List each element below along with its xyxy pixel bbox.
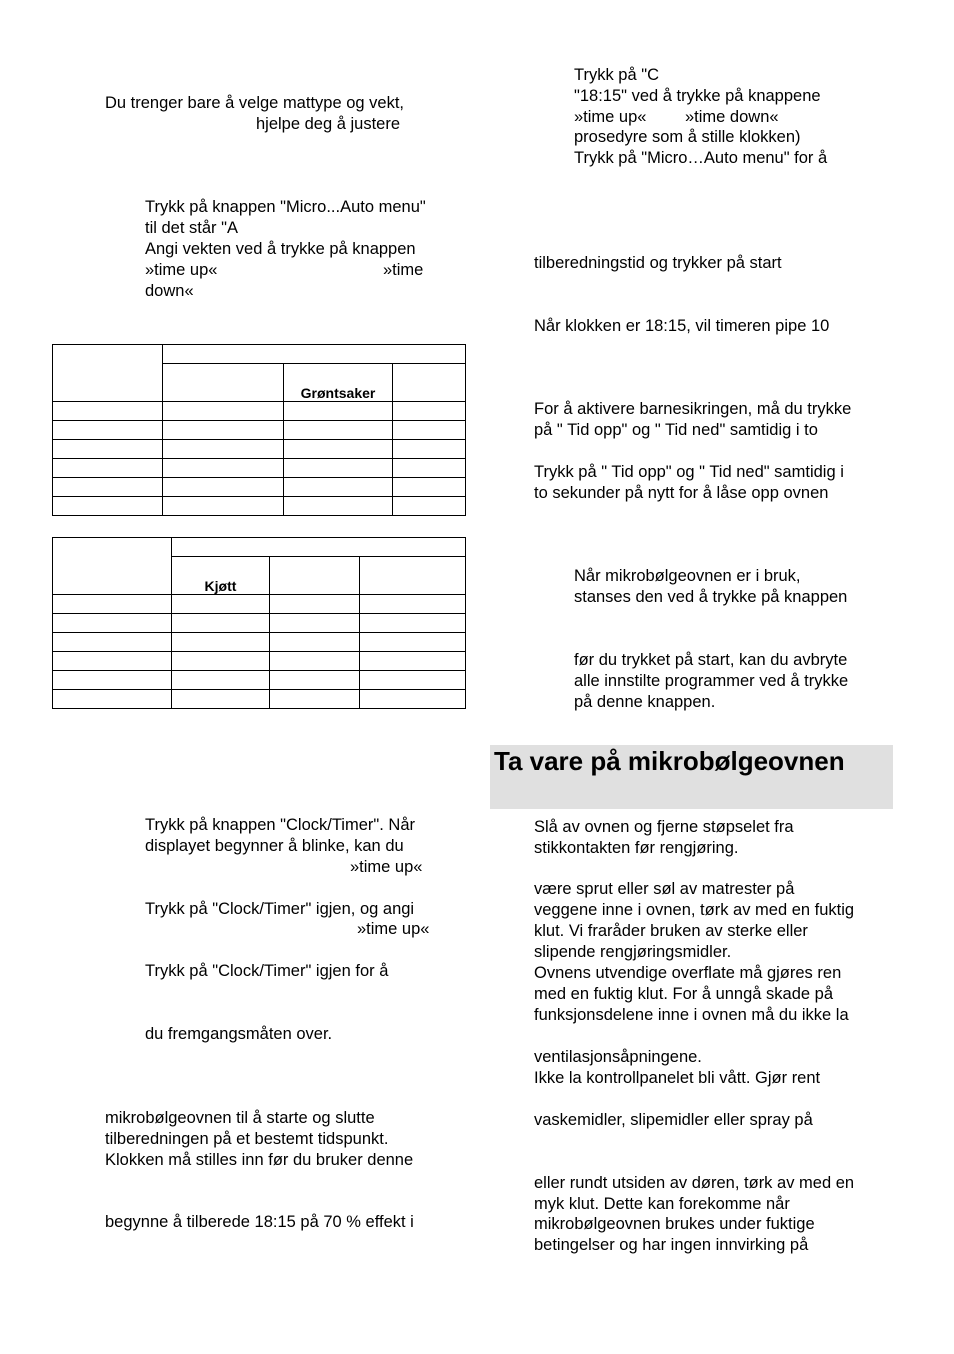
intro-line-1: Du trenger bare å velge mattype og vekt, — [105, 94, 404, 112]
child-lock-line: på " Tid opp" og " Tid ned" samtidig i to — [534, 421, 818, 439]
auto-step-line: down« — [145, 282, 194, 300]
care-line: klut. Vi fraråder bruken av sterke eller — [534, 922, 808, 940]
stop-line: Når mikrobølgeovnen er i bruk, — [574, 567, 801, 585]
care-line: eller rundt utsiden av døren, tørk av med en — [534, 1174, 855, 1192]
child-lock-line: to sekunder på nytt for å låse opp ovnen — [534, 484, 829, 502]
preset-step-line: Trykk på "Micro…Auto menu" for å — [574, 149, 828, 167]
clock-step-line: Trykk på "Clock/Timer" igjen for å — [145, 962, 389, 980]
care-line: slipende rengjøringsmidler. — [534, 943, 732, 961]
stop-line: før du trykket på start, kan du avbryte — [574, 651, 848, 669]
care-line: vaskemidler, slipemidler eller spray på — [534, 1111, 813, 1129]
child-lock-line: For å aktivere barnesikringen, må du trykke — [534, 400, 852, 418]
preset-line: tilberedningen på et bestemt tidspunkt. — [105, 1130, 389, 1148]
table-header-cell: Kjøtt — [172, 557, 270, 595]
care-line: funksjonsdelene inne i ovnen må du ikke la — [534, 1006, 849, 1024]
preset-step-line: Trykk på "C — [574, 66, 660, 84]
preset-line: mikrobølgeovnen til å starte og slutte — [105, 1109, 375, 1127]
auto-step-line: til det står "A — [145, 219, 238, 237]
clock-step-line: Trykk på "Clock/Timer" igjen, og angi — [145, 900, 415, 918]
vegetable-table — [52, 344, 466, 516]
care-line: Ovnens utvendige overflate må gjøres ren — [534, 964, 842, 982]
care-line: veggene inne i ovnen, tørk av med en fuktig — [534, 901, 855, 919]
section-heading: Ta vare på mikrobølgeovnen — [494, 746, 845, 776]
child-lock-line: Trykk på " Tid opp" og " Tid ned" samtidig i — [534, 463, 844, 481]
table-header-cell: Grøntsaker — [284, 364, 393, 402]
start-line: tilberedningstid og trykker på start — [534, 254, 782, 272]
care-line: betingelser og har ingen innvirking på — [534, 1236, 809, 1254]
stop-line: stanses den ved å trykke på knappen — [574, 588, 848, 606]
preset-step-line: »time up« — [574, 108, 647, 126]
preset-step-line: »time down« — [685, 108, 779, 126]
clock-step-line: Trykk på knappen "Clock/Timer". Når — [145, 816, 415, 834]
meat-table — [52, 537, 466, 709]
preset-line: Klokken må stilles inn før du bruker denne — [105, 1151, 414, 1169]
care-line: Ikke la kontrollpanelet bli vått. Gjør rent — [534, 1069, 821, 1087]
intro-line-2: hjelpe deg å justere — [256, 115, 401, 133]
care-line: være sprut eller søl av matrester på — [534, 880, 795, 898]
clock-step-line: »time up« — [357, 920, 430, 938]
care-line: ventilasjonsåpningene. — [534, 1048, 702, 1066]
care-line: myk klut. Dette kan forekomme når — [534, 1195, 790, 1213]
clock-step-line: displayet begynner å blinke, kan du — [145, 837, 404, 855]
auto-step-line: Angi vekten ved å trykke på knappen — [145, 240, 416, 258]
stop-line: på denne knappen. — [574, 693, 716, 711]
clock-step-line: »time up« — [350, 858, 423, 876]
auto-step-line: »time up« — [145, 261, 218, 279]
care-line: stikkontakten før rengjøring. — [534, 839, 739, 857]
care-line: mikrobølgeovnen brukes under fuktige — [534, 1215, 815, 1233]
auto-step-line: Trykk på knappen "Micro...Auto menu" — [145, 198, 426, 216]
auto-step-line: »time — [383, 261, 424, 279]
care-line: Slå av ovnen og fjerne støpselet fra — [534, 818, 794, 836]
beep-line: Når klokken er 18:15, vil timeren pipe 10 — [534, 317, 830, 335]
care-line: med en fuktig klut. For å unngå skade på — [534, 985, 834, 1003]
preset-step-line: "18:15" ved å trykke på knappene — [574, 87, 821, 105]
stop-line: alle innstilte programmer ved å trykke — [574, 672, 849, 690]
clock-step-line: du fremgangsmåten over. — [145, 1025, 333, 1043]
example-line: begynne å tilberede 18:15 på 70 % effekt i — [105, 1213, 414, 1231]
preset-step-line: prosedyre som å stille klokken) — [574, 128, 801, 146]
